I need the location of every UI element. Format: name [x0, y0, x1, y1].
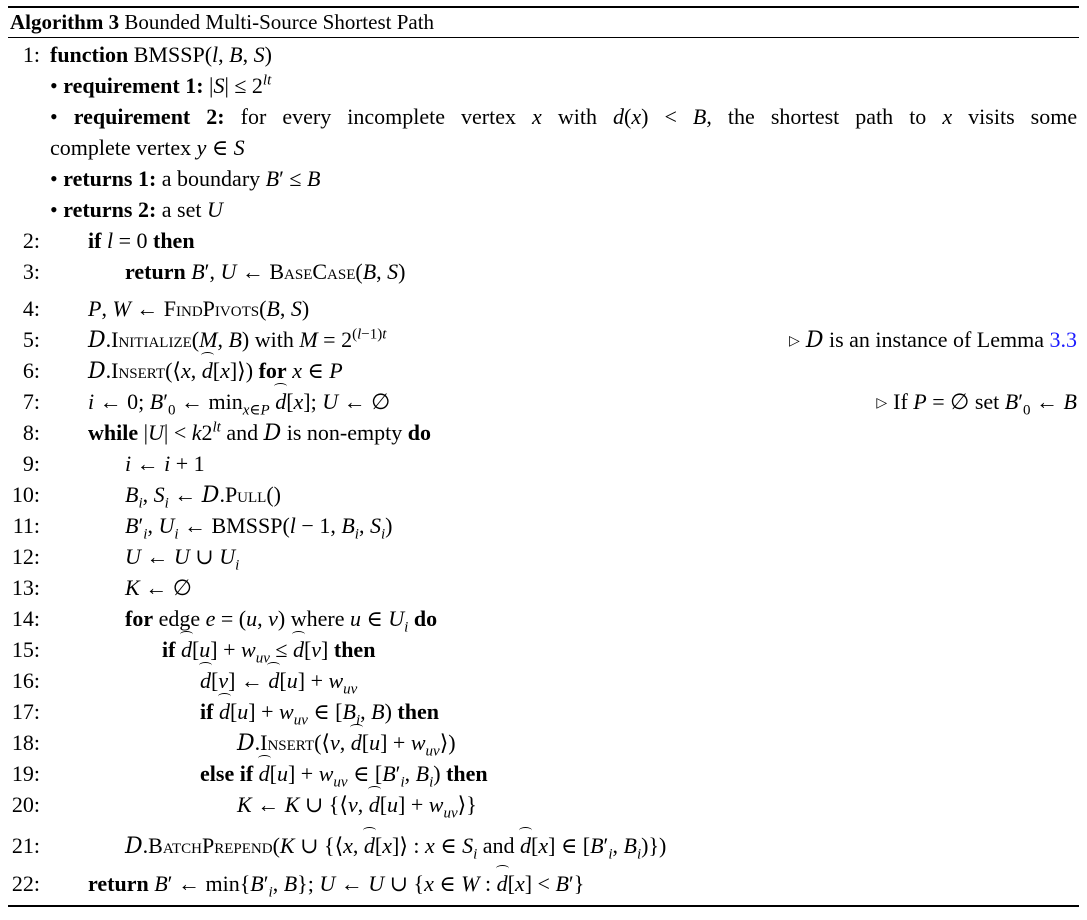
- algorithm-caption: [10, 8, 434, 36]
- comment-set: set: [974, 389, 1000, 414]
- line-number: 13:: [11, 575, 40, 600]
- keyword-return: return: [125, 259, 186, 284]
- line-body: for edge e = (u, v) where u ∈ $U_i$ do: [125, 606, 438, 636]
- caption-label: Algorithm 3: [10, 10, 120, 34]
- line-comment: ▷ D is an instance of Lemma 3.3: [789, 327, 1077, 353]
- line-number: 5:: [22, 327, 40, 352]
- line-body: • requirement 1: $|S| \le 2^{lt}$: [50, 72, 272, 98]
- fn-findpivots: FindPivots: [163, 296, 260, 321]
- line-body: function BMSSP(l, B, S): [50, 42, 272, 67]
- line-number: 21:: [11, 833, 40, 858]
- line-body: if l = 0 then: [88, 228, 195, 253]
- line-number: 16:: [11, 668, 40, 693]
- keyword-if: if: [200, 699, 214, 724]
- keyword-for: for: [125, 606, 154, 631]
- line-body: while $|U| < k2^{lt}$ and D is non-empty do: [88, 419, 431, 446]
- line-body: D.Insert(⟨v, $d[u] + w_{uv}⟩$): [237, 727, 456, 759]
- line-body: • returns 1: a boundary B′ ≤ B: [50, 166, 321, 191]
- line-number: 22:: [11, 871, 40, 896]
- line-body: • returns 2: a set U: [50, 197, 223, 222]
- word-where: where: [290, 606, 345, 631]
- keyword-requirement-1: requirement 1:: [63, 73, 204, 98]
- line-body: i ← i + 1: [125, 451, 205, 476]
- line-body: d[v] ← $d[u] + w_{uv}$: [200, 665, 357, 696]
- line-number: 1:: [22, 42, 40, 67]
- keyword-do: do: [407, 420, 431, 445]
- line-body: D.Insert(⟨x, d[x]⟩) for x ∈ P: [88, 355, 343, 387]
- line-number: 15:: [11, 637, 40, 662]
- line-number: 4:: [22, 296, 40, 321]
- line-number: 20:: [11, 792, 40, 817]
- returns-2-text: a set: [161, 197, 202, 222]
- line-number: 17:: [11, 699, 40, 724]
- keyword-if: if: [88, 228, 102, 253]
- keyword-if: if: [162, 637, 176, 662]
- line-number: 11:: [12, 513, 40, 538]
- keyword-then: then: [446, 761, 488, 786]
- comment-triangle-icon: ▷: [876, 396, 888, 411]
- fn-pull: Pull: [224, 482, 267, 507]
- comment-text: is an instance of Lemma: [828, 327, 1044, 352]
- line-body: if $d[u] + w_{uv}$ ∈ [$B_i$, B) then: [200, 696, 439, 727]
- comment-triangle-icon: ▷: [789, 334, 800, 349]
- keyword-then: then: [153, 228, 195, 253]
- line-body: return B′ ← $\min\{B'_i$, B}; U ← U ∪ {x ∈ W : d[x] < B′}: [88, 868, 584, 899]
- line-number: 6:: [22, 358, 40, 383]
- fn-bmssp: BMSSP: [211, 513, 283, 538]
- line-body: • requirement 2: for every incomplete vertex x with d(x) < B, the shortest path to x visits some: [50, 104, 1078, 129]
- req2-text-a: for every incomplete vertex: [240, 104, 516, 129]
- line-number: 2:: [22, 228, 40, 253]
- line-body: K ← K ∪ {⟨v, $d[u] + w_{uv}⟩$}: [237, 789, 477, 820]
- req2-text-e: complete vertex: [50, 135, 192, 160]
- lemma-ref-link[interactable]: 3.3: [1049, 327, 1077, 352]
- fn-insert: Insert: [260, 730, 315, 755]
- line-body: $B'_i$, $U_i$ ← BMSSP(l − 1, $B_i$, $S_i$): [125, 513, 393, 543]
- keyword-do: do: [413, 606, 438, 631]
- comment-if: If: [893, 389, 908, 414]
- keyword-for: for: [258, 358, 287, 383]
- line-number: 10:: [11, 482, 40, 507]
- fn-initialize: Initialize: [111, 327, 192, 352]
- line-number: 7:: [22, 389, 40, 414]
- line-number: 3:: [22, 259, 40, 284]
- keyword-then: then: [397, 699, 439, 724]
- line-number: 14:: [11, 606, 40, 631]
- fn-batchprepend: BatchPrepend: [148, 833, 273, 858]
- line-body: return B′, U ← BaseCase(B, S): [125, 259, 406, 284]
- bottom-rule: [8, 905, 1079, 907]
- line-body: else if $d[u] + w_{uv}$ ∈ [$B'_i$, $B_i$) then: [200, 758, 488, 789]
- line-body: if $d[u] + w_{uv} \le d[v]$ then: [162, 634, 375, 665]
- keyword-requirement-2: requirement 2:: [73, 104, 225, 129]
- line-body: P, W ← FindPivots(B, S): [88, 296, 310, 321]
- keyword-returns-2: returns 2:: [63, 197, 157, 222]
- word-is-nonempty: is non-empty: [286, 420, 403, 445]
- returns-1-text: a boundary: [161, 166, 261, 191]
- line-body: $B_i$, $S_i$ ← D.Pull(): [125, 482, 281, 512]
- line-number: 19:: [11, 761, 40, 786]
- line-body: complete vertex y ∈ S: [50, 135, 245, 160]
- caption-rule: [8, 37, 1079, 38]
- line-body: D.Initialize(M, B) with $M = 2^{(l-1)t}$: [88, 326, 387, 353]
- req2-text-d: visits some: [968, 104, 1078, 129]
- line-number: 9:: [22, 451, 40, 476]
- keyword-function: function: [50, 42, 129, 67]
- word-edge: edge: [158, 606, 201, 631]
- keyword-return: return: [88, 871, 149, 896]
- keyword-while: while: [88, 420, 139, 445]
- req2-text-b: with: [557, 104, 597, 129]
- caption-title: Bounded Multi-Source Shortest Path: [124, 10, 435, 34]
- line-body: i ← 0; $B'_0$ ← $\min_{x\in P} d[x]$; U ← ∅: [88, 386, 390, 417]
- fn-insert: Insert: [111, 358, 166, 383]
- line-number: 12:: [11, 544, 40, 569]
- word-with: with: [254, 327, 294, 352]
- word-and: and: [482, 833, 515, 858]
- function-name: BMSSP: [133, 42, 205, 67]
- line-number: 18:: [11, 730, 40, 755]
- line-body: U ← U ∪ $U_i$: [125, 544, 240, 574]
- line-number: 8:: [22, 420, 40, 445]
- keyword-returns-1: returns 1:: [63, 166, 157, 191]
- keyword-else-if: else if: [200, 761, 254, 786]
- line-comment: ▷ If P = ∅ set $B'_0$ ← B: [876, 389, 1077, 419]
- word-and: and: [226, 420, 259, 445]
- line-body: D.BatchPrepend(K ∪ {⟨x, d[x]⟩ : x ∈ $S_i$ and d[x] ∈ [$B'_i$, $B_i$)}): [125, 830, 666, 862]
- fn-basecase: BaseCase: [269, 259, 356, 284]
- line-body: K ← ∅: [125, 575, 192, 600]
- req2-text-c: , the shortest path to: [706, 104, 927, 129]
- keyword-then: then: [333, 637, 376, 662]
